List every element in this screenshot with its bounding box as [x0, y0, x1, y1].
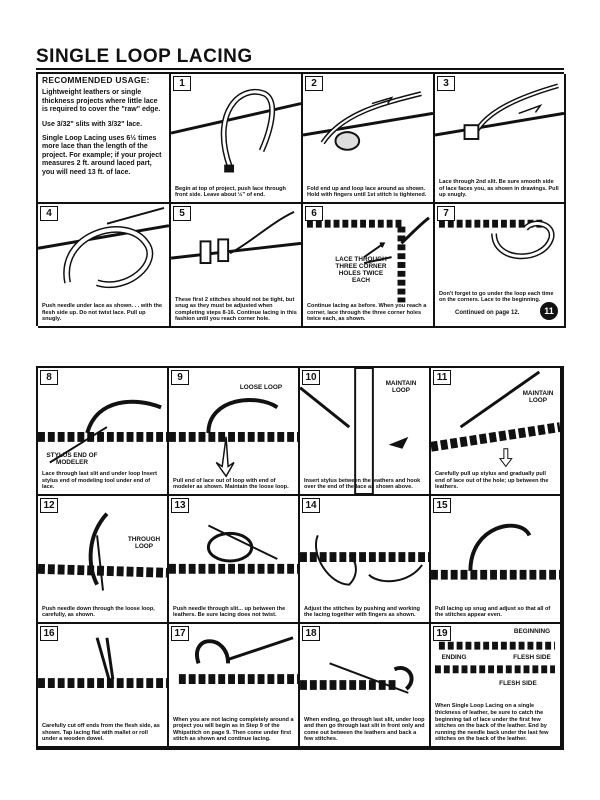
- step-19: [431, 624, 562, 748]
- step-number: 13: [171, 498, 189, 513]
- step-8-label: STYLUS END OF MODELER: [46, 452, 98, 466]
- step-4: [38, 204, 171, 328]
- step-caption: Don't forget to go under the loop each time on the corners. Lace to the beginning.: [439, 290, 554, 304]
- step-number: 15: [433, 498, 451, 513]
- step-number: 7: [437, 206, 455, 221]
- step-16: [38, 624, 169, 748]
- step-1: [171, 74, 303, 204]
- step-12: [38, 496, 169, 624]
- step-caption: Begin at top of project, push lace through front side. Leave about ½" of end.: [175, 185, 286, 199]
- page-number-badge: 11: [540, 302, 558, 320]
- step-18: [300, 624, 431, 748]
- step-number: 1: [173, 76, 191, 91]
- step-caption: Push needle under lace as shown. . . with the flesh side up. Do not twist lace. Pull up snugly.: [42, 303, 162, 323]
- step-number: 6: [305, 206, 323, 221]
- step-6-label: LACE THROUGH THREE CORNER HOLES TWICE EACH: [335, 256, 387, 284]
- step-caption: Continue lacing as before. When you reach a corner, lace through the three corner holes twice each, as shown.: [307, 303, 427, 323]
- step-14-illustration: [300, 496, 429, 622]
- step-10-label: MAINTAIN LOOP: [385, 380, 417, 394]
- step-number: 5: [173, 206, 191, 221]
- step-caption: Push needle through slit... up between the leathers. Be sure lacing does not twist.: [173, 605, 286, 619]
- step-12-illustration: [38, 496, 167, 622]
- usage-text-1: Lightweight leathers or single thickness projects where little lace is required to cover the "raw" edge.: [42, 89, 161, 114]
- steps-grid-bottom: [38, 368, 562, 748]
- step-number: 2: [305, 76, 323, 91]
- step-13-illustration: [169, 496, 298, 622]
- step-number: 12: [40, 498, 58, 513]
- step-caption: Carefully pull up stylus and gradually pull end of lace out of the hole; up between the leathers.: [435, 471, 549, 491]
- step-number: 19: [433, 626, 451, 641]
- usage-text-2: Use 3/32" slits with 3/32" lace.: [42, 120, 143, 128]
- step-caption: Push needle down through the loose loop, carefully, as shown.: [42, 605, 155, 619]
- step-number: 9: [171, 370, 189, 385]
- step-15: [431, 496, 562, 624]
- step-14: [300, 496, 431, 624]
- usage-panel: [38, 74, 171, 204]
- step-19-label-flesh-side-2: FLESH SIDE: [499, 680, 537, 687]
- steps-grid-top: [36, 72, 564, 326]
- step-caption: Lace through last slit and under loop Insert stylus end of modeling tool under end of lace.: [42, 471, 157, 491]
- step-caption: When Single Loop Lacing on a single thickness of leather, be sure to catch the beginning tail of lace under the first few stitches on the back of the leather. End by running the needle back under the last few stitches on the back of the leather.: [435, 703, 549, 743]
- page-title: SINGLE LOOP LACING: [36, 46, 253, 67]
- step-1-illustration: [171, 74, 301, 202]
- step-caption: Insert stylus between the leathers and hook over the end of the lace as shown above.: [304, 477, 421, 491]
- step-number: 16: [40, 626, 58, 641]
- manual-page-top: [36, 46, 564, 326]
- step-number: 3: [437, 76, 455, 91]
- step-8: [38, 368, 169, 496]
- step-number: 18: [302, 626, 320, 641]
- step-caption: When you are not lacing completely around a project you will begin as in Step 9 of the Whipstitch on page 9. Then come under first stitch as shown and continue lacing.: [173, 716, 294, 743]
- usage-heading: RECOMMENDED USAGE:: [42, 75, 150, 85]
- step-2: [303, 74, 435, 204]
- step-9: [169, 368, 300, 496]
- step-11-label: MAINTAIN LOOP: [522, 390, 554, 404]
- step-19-label-ending: ENDING: [441, 654, 467, 661]
- step-number: 4: [40, 206, 58, 221]
- step-17: [169, 624, 300, 748]
- step-7: [435, 204, 566, 328]
- step-15-illustration: [431, 496, 560, 622]
- step-number: 11: [433, 370, 451, 385]
- step-13: [169, 496, 300, 624]
- step-9-label: LOOSE LOOP: [239, 384, 283, 391]
- step-19-label-beginning: BEGINNING: [513, 628, 551, 635]
- step-11: [431, 368, 562, 496]
- step-caption: Lace through 2nd slit. Be sure smooth side of lace faces you, as shown in drawings. Pull up snugly.: [439, 179, 559, 199]
- step-number: 14: [302, 498, 320, 513]
- step-number: 10: [302, 370, 320, 385]
- continued-note: Continued on page 12.: [455, 310, 520, 316]
- step-caption: Pull lacing up snug and adjust so that all of the stitches appear even.: [435, 605, 551, 619]
- step-19-label-flesh-side-1: FLESH SIDE: [513, 654, 551, 661]
- step-5: [171, 204, 303, 328]
- step-6: [303, 204, 435, 328]
- step-caption: These first 2 stitches should not be tight, but snug as they must be adjusted when completing steps 8-16. Continue lacing in this fashion until you reach corner hole.: [175, 296, 297, 323]
- step-caption: Fold end up and loop lace around as shown. Hold with fingers until 1st stitch is tightened.: [307, 185, 427, 199]
- step-10: [300, 368, 431, 496]
- step-number: 8: [40, 370, 58, 385]
- step-caption: Carefully cut off ends from the flesh side, as shown. Tap lacing flat with mallet or roll under a wooden dowel.: [42, 723, 160, 743]
- step-12-label: THROUGH LOOP: [127, 536, 161, 550]
- step-caption: Pull end of lace out of loop with end of modeler as shown. Maintain the loose loop.: [173, 477, 289, 491]
- title-rule: [36, 68, 564, 70]
- step-3: [435, 74, 566, 204]
- step-caption: Adjust the stitches by pushing and working the lacing together with fingers as shown.: [304, 605, 420, 619]
- step-caption: When ending, go through last slit, under loop and then go through last slit in front only and come out between the leathers and back a few stitches.: [304, 716, 425, 743]
- usage-text-3: Single Loop Lacing uses 6½ times more lace than the length of the project. For example; if your project measures 2 ft. around laced part, you will need 13 ft. of lace.: [42, 135, 162, 176]
- manual-page-bottom: [36, 366, 564, 750]
- step-number: 17: [171, 626, 189, 641]
- step-2-illustration: [303, 74, 433, 202]
